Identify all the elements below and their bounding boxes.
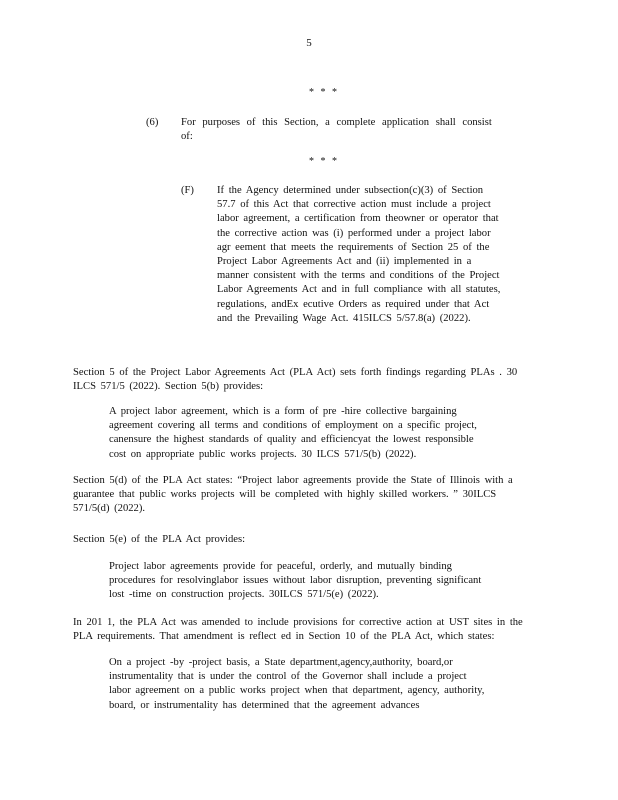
list-item-6 — [146, 116, 496, 144]
body-paragraph: Section 5 of the Project Labor Agreements Act (PLA Act) sets forth findings regarding PLAs . 30 ILCS 571/5 (2022). Section 5(b) provides: — [73, 367, 518, 393]
block-quote: On a project -by -project basis, a State department,agency,authority, board,or instrumentality that is under the control of the Governor shall include a project labor agreement on a public works project when that department, agency, authority, board, or instrumentality has determined that the agreement advances — [109, 657, 485, 711]
list-item-text: If the Agency determined under subsection(c)(3) of Section 57.7 of this Act that corrective action must include a project labor agreement, a certification from theowner or operator that the corrective action was (i) performed under a project labor agr eement that meets the requirements of Section 25 of the Project Labor Agreements Act and (ii) implemented in a manner consistent with the terms and conditions of the Project Labor Agreements Act and in full compliance with all statutes, regulations, andEx ecutive Orders as required under that Act and the Prevailing Wage Act. 415ILCS 5/57.8(a) (2022). — [217, 185, 501, 324]
body-paragraph: Section 5(e) of the PLA Act provides: — [73, 534, 246, 545]
list-item-number: (6) — [146, 117, 159, 128]
list-item-text: For purposes of this Section, a complete application shall consist of: — [181, 117, 492, 143]
list-item-number: (F) — [181, 185, 194, 196]
list-item-f — [181, 184, 501, 326]
section-separator: * * * — [309, 156, 339, 167]
block-quote: A project labor agreement, which is a form of pre -hire collective bargaining agreement covering all terms and conditions of employment on a specific project, canensure the highest standards of quality and efficiencyat the lowest responsible cost on appropriate public works projects. 30 ILCS 571/5(b) (2022). — [109, 406, 477, 460]
page-number: 5 — [306, 37, 312, 49]
body-paragraph: In 201 1, the PLA Act was amended to include provisions for corrective action at UST sites in the PLA requirements. That amendment is reflect ed in Section 10 of the PLA Act, which states: — [73, 617, 523, 643]
section-separator: * * * — [309, 87, 339, 98]
body-paragraph: Section 5(d) of the PLA Act states: “Project labor agreements provide the State of Illinois with a guarantee that public works projects will be completed with highly skilled workers. ” 30ILCS 571/5(d) (2022). — [73, 475, 513, 515]
block-quote: Project labor agreements provide for peaceful, orderly, and mutually binding procedures for resolvinglabor issues without labor disruption, preventing significant lost -time on construction projects. 30ILCS 571/5(e) (2022). — [109, 561, 482, 601]
